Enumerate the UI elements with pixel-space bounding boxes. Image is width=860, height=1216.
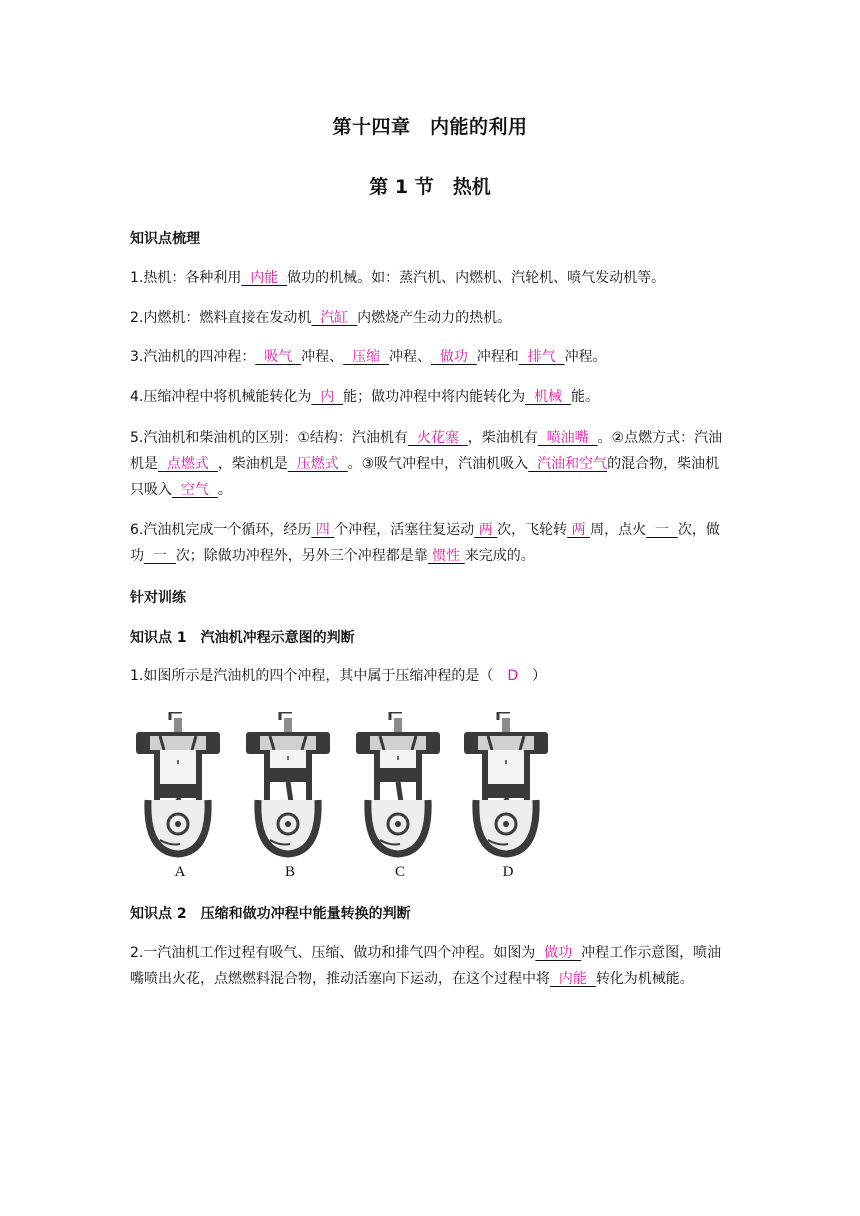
text-segment: 冲程、 [301,349,344,365]
answer-blank: 汽缸 [311,310,358,326]
summary-item-4 [130,384,730,410]
answer-blank: 做功 [535,945,582,961]
topic-2-heading: 知识点 2 压缩和做功冲程中能量转换的判断 [130,906,411,922]
text-segment: 2.一汽油机工作过程有吸气、压缩、做功和排气四个冲程。如图为 [130,945,536,961]
answer-blank: 做功 [430,349,477,365]
answer-blank: 四 [311,522,335,538]
answer-blank: D [507,668,519,684]
answer-blank: 吸气 [255,349,302,365]
text-segment: ，柴油机是 [217,456,288,472]
text-segment: 。③吸气冲程中，汽油机吸入 [347,456,529,472]
heading-knowledge-summary: 知识点梳理 [130,231,200,247]
question-1 [130,663,730,689]
text-segment: 能。 [570,389,599,405]
diagram-label: C [394,864,405,880]
text-segment: 次；除做功冲程外，另外三个冲程都是靠 [175,548,428,564]
question-2 [130,940,730,992]
text-segment: ，柴油机有 [467,430,538,446]
summary-item-5 [130,425,730,503]
text-segment: 转化为机械能。 [595,971,694,987]
engine-illustration [130,712,230,862]
text-segment: 冲程工作示意图，喷油嘴喷出火花，点燃燃料混合物，推动活塞向下运动，在这个过程中将 [130,945,722,987]
answer-blank: 内 [311,389,344,405]
answer-blank: 排气 [518,349,565,365]
answer-blank: 喷油嘴 [537,430,598,446]
topic-1-heading: 知识点 1 汽油机冲程示意图的判断 [130,630,355,646]
diagram-label: D [502,864,514,880]
text-segment: 周，点火 [590,522,647,538]
text-segment: 1.如图所示是汽油机的四个冲程，其中属于压缩冲程的是（ [130,668,508,684]
text-segment: 来完成的。 [464,548,535,564]
section-title: 第 1 节 热机 [369,176,491,198]
text-segment: 5.汽油机和柴油机的区别：①结构：汽油机有 [130,430,408,446]
text-segment: 次，做功 [130,522,720,564]
summary-item-2 [130,305,730,331]
engine-strokes-figure [130,712,550,882]
answer-blank: 一 [646,522,678,538]
answer-blank: 压燃式 [287,456,348,472]
diagram-label: B [284,864,295,880]
text-segment: 4.压缩冲程中将机械能转化为 [130,389,312,405]
diagram-label: A [174,864,186,880]
text-segment: 6.汽油机完成一个循环，经历 [130,522,312,538]
text-segment: 。 [217,482,232,498]
engine-diagram-b [240,712,340,882]
text-segment: 冲程和 [476,349,519,365]
text-segment: 个冲程，活塞往复运动 [334,522,475,538]
answer-blank: 两 [474,522,498,538]
answer-blank: 压缩 [343,349,389,365]
answer-blank: 点燃式 [158,456,218,472]
answer-blank: 汽油和空气 [528,456,608,472]
answer-blank: 机械 [525,389,571,405]
engine-diagram-c [350,712,450,882]
engine-diagram-a [130,712,230,882]
text-segment: 。②点燃方式：汽油机是 [130,430,723,472]
answer-blank: 内能 [241,270,288,286]
text-segment: 的混合物，柴油机只吸入 [130,456,720,498]
text-segment: 冲程、 [388,349,431,365]
answer-blank: 火花塞 [407,430,468,446]
summary-item-3 [130,344,730,370]
engine-illustration [240,712,340,862]
text-segment: 2.内燃机：燃料直接在发动机 [130,310,312,326]
text-segment: 做功的机械。如：蒸汽机、内燃机、汽轮机、喷气发动机等。 [287,270,666,286]
text-segment: 3.汽油机的四冲程： [130,349,256,365]
answer-blank: 内能 [550,971,596,987]
text-segment: 冲程。 [564,349,607,365]
answer-blank: 惯性 [427,548,465,564]
engine-diagram-d [458,712,558,882]
text-segment: 1.热机：各种利用 [130,270,242,286]
answer-blank: 空气 [172,482,218,498]
engine-illustration [458,712,558,862]
heading-targeted-training: 针对训练 [130,590,186,606]
chapter-title: 第十四章 内能的利用 [332,116,528,138]
text-segment: 次，飞轮转 [497,522,568,538]
engine-illustration [350,712,450,862]
text-segment: 内燃烧产生动力的热机。 [357,310,512,326]
answer-blank: 一 [144,548,176,564]
text-segment: 能；做功冲程中将内能转化为 [343,389,526,405]
answer-blank: 两 [567,522,591,538]
text-segment: ） [518,668,547,684]
summary-item-1 [130,265,730,291]
summary-item-6 [130,517,730,569]
